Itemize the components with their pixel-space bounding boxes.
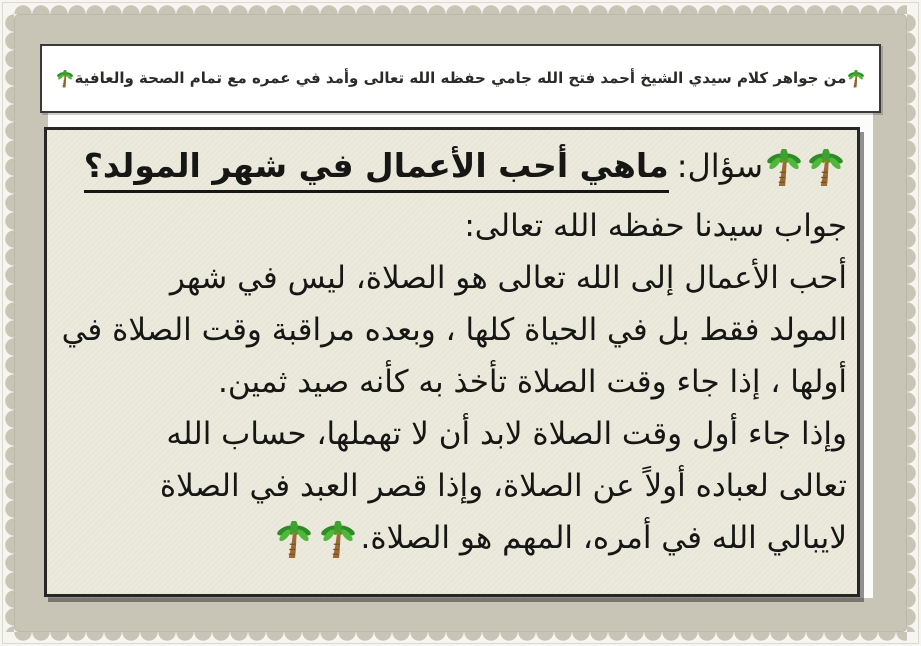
quote-content-box: [44, 127, 860, 597]
answer-line: المولد فقط بل في الحياة كلها ، وبعده مراقبة وقت الصلاة في: [61, 312, 847, 348]
answer-last-line: [57, 512, 847, 564]
header-attribution-text: [55, 69, 867, 88]
palm-tree-icon: [56, 70, 74, 88]
answer-line: أحب الأعمال إلى الله تعالى هو الصلاة، ليس في شهر: [169, 260, 847, 296]
answer-line: وإذا جاء أول وقت الصلاة لابد أن لا تهملها، حساب الله: [166, 416, 847, 452]
header-text: من جواهر كلام سيدي الشيخ أحمد فتح الله جامي حفظه الله تعالى وأمد في عمره مع تمام الصحة والعافية: [74, 69, 847, 88]
palm-tree-icon: [847, 70, 865, 88]
question-text: ماهي أحب الأعمال في شهر المولد؟: [84, 146, 669, 193]
answer-line: أولها ، إذا جاء وقت الصلاة تأخذ به كأنه صيد ثمين.: [218, 364, 847, 400]
scallop-border-top: [14, 5, 907, 14]
header-attribution-box: [40, 44, 881, 113]
palm-tree-icon: [319, 521, 357, 559]
question-line: [57, 138, 847, 200]
answer-intro-line: جواب سيدنا حفظه الله تعالى:: [464, 208, 847, 244]
answer-line: تعالى لعباده أولاً عن الصلاة، وإذا قصر العبد في الصلاة: [159, 468, 847, 504]
scallop-border-bottom: [14, 632, 907, 641]
scallop-border-left: [5, 14, 14, 632]
question-label: سؤال:: [676, 147, 763, 185]
answer-last-text: لايبالي الله في أمره، المهم هو الصلاة.: [360, 520, 847, 556]
palm-tree-icon: [275, 521, 313, 559]
palm-tree-icon: [765, 149, 803, 187]
scallop-border-right: [907, 14, 916, 632]
palm-tree-icon: [807, 149, 845, 187]
